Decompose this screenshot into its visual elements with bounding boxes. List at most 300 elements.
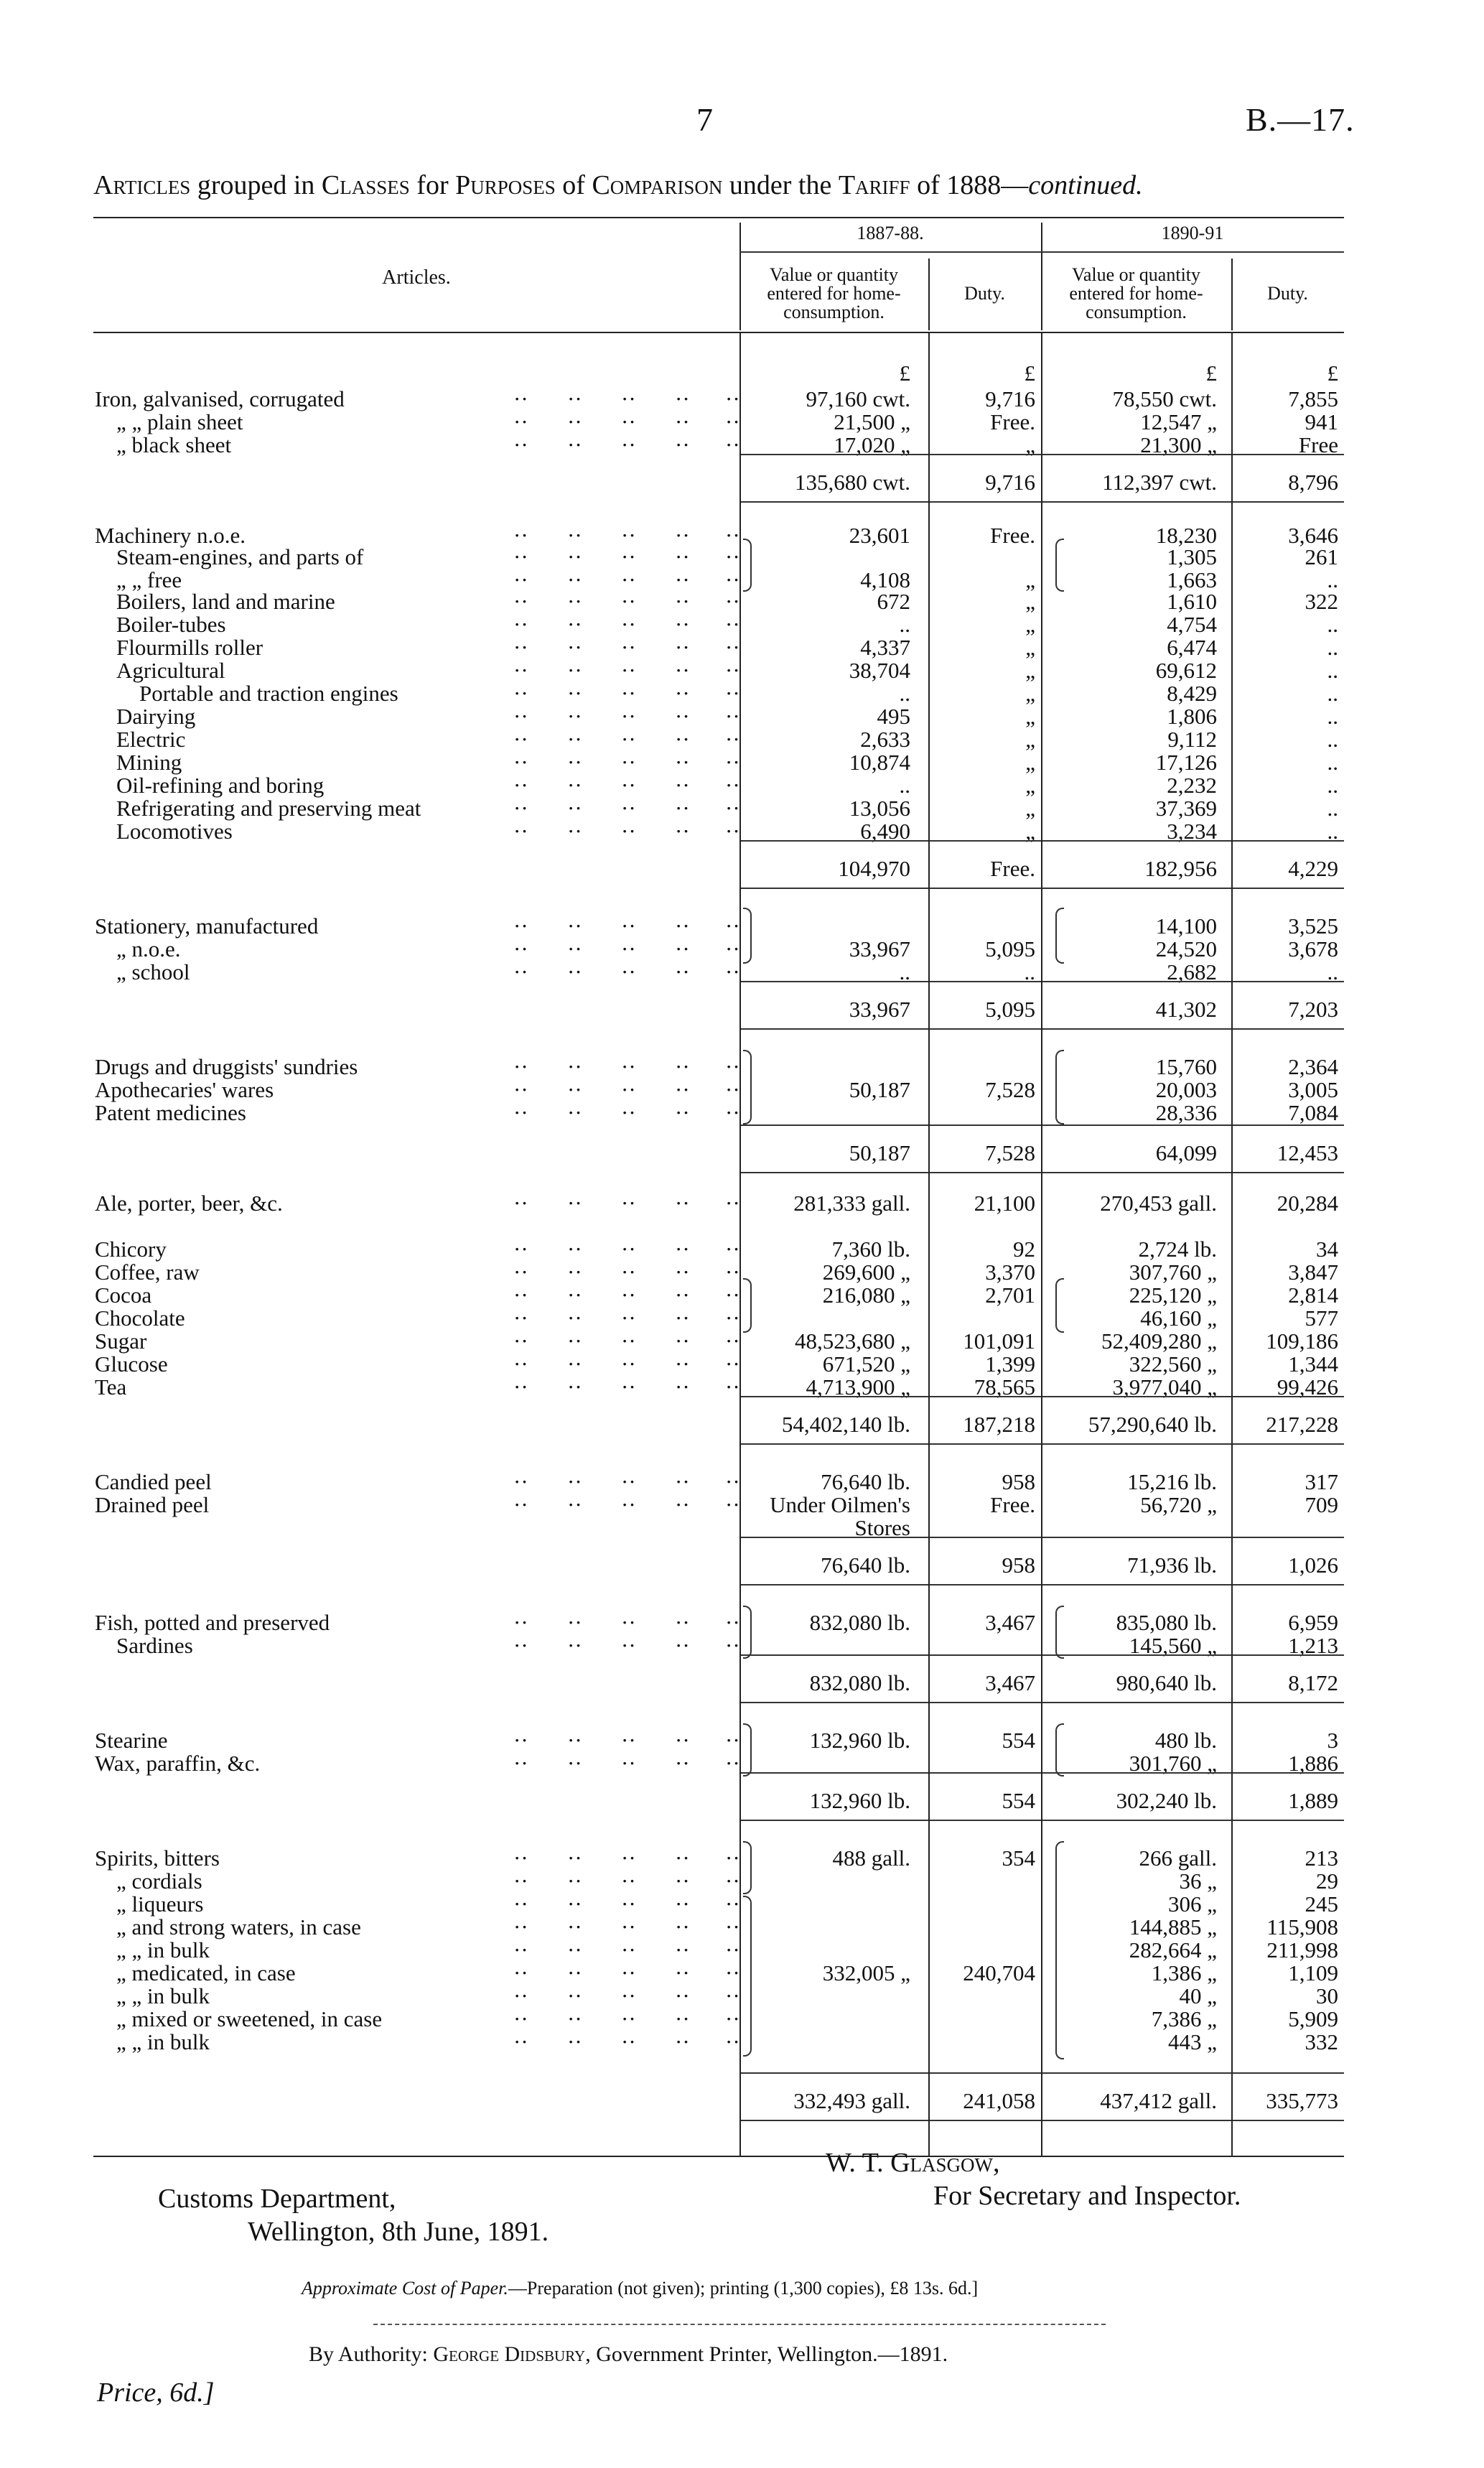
leader-dot: ·· bbox=[675, 1610, 690, 1635]
leader-dot: ·· bbox=[567, 727, 582, 752]
value-cell-c4: 1,886 bbox=[1288, 1751, 1338, 1776]
article-label: „ liqueurs bbox=[116, 1891, 204, 1917]
value-cell-c2: 241,058 bbox=[963, 2088, 1035, 2113]
article-label: Agricultural bbox=[116, 658, 225, 683]
value-cell-c2: „ bbox=[1025, 589, 1035, 614]
leader-dot: ·· bbox=[675, 1237, 690, 1262]
value-cell-c1: 23,601 bbox=[849, 523, 910, 548]
leader-dot: ·· bbox=[725, 544, 740, 569]
leader-dot: ·· bbox=[513, 1282, 528, 1308]
leader-dot: ·· bbox=[725, 1077, 740, 1102]
value-cell-c1: .. bbox=[899, 681, 910, 706]
leader-dot: ·· bbox=[621, 1914, 636, 1940]
page-number: 7 bbox=[696, 101, 713, 138]
leader-dot: ·· bbox=[567, 1845, 582, 1871]
value-cell-c4: 217,228 bbox=[1266, 1412, 1338, 1437]
value-cell-c4: 3,005 bbox=[1288, 1077, 1338, 1102]
value-cell-c3: 2,724 lb. bbox=[1138, 1237, 1217, 1262]
value-cell-c4: .. bbox=[1327, 704, 1338, 729]
value-cell-c4: .. bbox=[1327, 681, 1338, 706]
leader-dot: ·· bbox=[567, 1469, 582, 1494]
value-cell-c1: 6,490 bbox=[860, 819, 910, 844]
value-cell-c3: 21,300 „ bbox=[1140, 432, 1217, 457]
leader-dot: ·· bbox=[513, 727, 528, 752]
leader-dot: ·· bbox=[725, 1237, 740, 1262]
article-label: Candied peel bbox=[95, 1469, 212, 1494]
leader-dot: ·· bbox=[621, 635, 636, 660]
article-label: Ale, porter, beer, &c. bbox=[95, 1191, 283, 1216]
article-label: Chicory bbox=[95, 1237, 167, 1262]
leader-dot: ·· bbox=[621, 959, 636, 984]
leader-dot: ·· bbox=[725, 1914, 740, 1940]
leader-dot: ·· bbox=[567, 913, 582, 939]
value-cell-c3: 1,305 bbox=[1167, 544, 1217, 569]
article-label: Sardines bbox=[116, 1633, 193, 1658]
leader-dot: ·· bbox=[567, 704, 582, 729]
leader-dot: ·· bbox=[621, 1610, 636, 1635]
value-cell-c3: 69,612 bbox=[1155, 658, 1217, 683]
leader-dot: ·· bbox=[675, 432, 690, 457]
value-cell-c3: 6,474 bbox=[1167, 635, 1217, 660]
value-cell-c4: 213 bbox=[1305, 1845, 1338, 1871]
leader-dot: ·· bbox=[621, 432, 636, 457]
value-cell-c4: 4,229 bbox=[1288, 856, 1338, 881]
value-cell-c4: 2,814 bbox=[1288, 1282, 1338, 1308]
leader-dot: ·· bbox=[725, 1868, 740, 1894]
leader-dot: ·· bbox=[621, 913, 636, 939]
leader-dot: ·· bbox=[567, 1633, 582, 1658]
value-cell-c4: 261 bbox=[1305, 544, 1338, 569]
value-cell-c4: .. bbox=[1327, 612, 1338, 637]
value-cell-c3: 15,216 lb. bbox=[1127, 1469, 1217, 1494]
cost-label: Approximate Cost of Paper. bbox=[302, 2278, 508, 2299]
value-cell-c4: 7,203 bbox=[1288, 997, 1338, 1022]
leader-dot: ·· bbox=[725, 1492, 740, 1517]
leader-dot: ·· bbox=[675, 796, 690, 821]
article-label: Wax, paraffin, &c. bbox=[95, 1751, 261, 1776]
value-cell-c2: Free. bbox=[990, 856, 1035, 881]
bracket bbox=[1055, 1278, 1064, 1333]
leader-dot: ·· bbox=[675, 773, 690, 798]
value-cell-c1: 4,108 bbox=[860, 567, 910, 592]
value-cell-c1: 132,960 lb. bbox=[809, 1788, 910, 1813]
leader-dot: ·· bbox=[725, 589, 740, 614]
title-articles: Articles bbox=[93, 170, 191, 200]
leader-dot: ·· bbox=[513, 544, 528, 569]
leader-dot: ·· bbox=[621, 1937, 636, 1962]
value-cell-c1: 135,680 cwt. bbox=[794, 470, 910, 495]
header-bottom-rule bbox=[93, 332, 1344, 333]
authority-prefix: By Authority: bbox=[309, 2342, 434, 2366]
bracket bbox=[743, 1050, 752, 1124]
value-cell-c1: .. bbox=[899, 612, 910, 637]
value-cell-c1: 38,704 bbox=[849, 658, 910, 683]
value-cell-c4: 941 bbox=[1305, 409, 1338, 434]
leader-dot: ·· bbox=[567, 936, 582, 961]
value-cell-c1: 17,020 „ bbox=[834, 432, 910, 457]
leader-dot: ·· bbox=[675, 1469, 690, 1494]
article-label: Boilers, land and marine bbox=[116, 589, 335, 614]
value-cell-c3: 270,453 gall. bbox=[1100, 1191, 1217, 1216]
leader-dot: ·· bbox=[567, 1191, 582, 1216]
bracket bbox=[1055, 539, 1064, 592]
value-cell-c2: 7,528 bbox=[985, 1140, 1035, 1165]
value-cell-c1: Stores bbox=[854, 1515, 910, 1540]
value-cell-c2: „ bbox=[1025, 681, 1035, 706]
value-cell-c2: „ bbox=[1025, 819, 1035, 844]
article-label: Oil-refining and boring bbox=[116, 773, 325, 798]
value-cell-c4: 1,213 bbox=[1288, 1633, 1338, 1658]
leader-dot: ·· bbox=[725, 773, 740, 798]
article-label: Flourmills roller bbox=[116, 635, 263, 660]
leader-dot: ·· bbox=[725, 386, 740, 411]
value-cell-c2: „ bbox=[1025, 796, 1035, 821]
value-cell-c4: 3,525 bbox=[1288, 913, 1338, 939]
leader-dot: ·· bbox=[567, 1914, 582, 1940]
leader-dot: ·· bbox=[675, 567, 690, 592]
article-label: „ cordials bbox=[116, 1868, 202, 1894]
leader-dot: ·· bbox=[621, 1845, 636, 1871]
value-cell-c4: 7,084 bbox=[1288, 1100, 1338, 1125]
article-label: „ school bbox=[116, 959, 190, 984]
leader-dot: ·· bbox=[567, 523, 582, 548]
article-label: Locomotives bbox=[116, 819, 233, 844]
leader-dot: ·· bbox=[567, 1891, 582, 1917]
leader-dot: ·· bbox=[513, 819, 528, 844]
value-cell-c2: „ bbox=[1025, 750, 1035, 775]
value-cell-c3: 71,936 lb. bbox=[1127, 1552, 1217, 1578]
bracket bbox=[1055, 908, 1064, 964]
leader-dot: ·· bbox=[513, 386, 528, 411]
leader-dot: ·· bbox=[621, 1191, 636, 1216]
leader-dot: ·· bbox=[513, 1937, 528, 1962]
leader-dot: ·· bbox=[725, 1282, 740, 1308]
title-continued: continued. bbox=[1028, 170, 1143, 200]
value-cell-c2: 101,091 bbox=[963, 1328, 1035, 1354]
value-cell-c3: £ bbox=[1205, 360, 1217, 386]
leader-dot: ·· bbox=[621, 681, 636, 706]
value-header bbox=[739, 266, 928, 322]
leader-dot: ·· bbox=[675, 658, 690, 683]
value-cell-c2: 958 bbox=[1002, 1552, 1035, 1578]
leader-dot: ·· bbox=[725, 1751, 740, 1776]
leader-dot: ·· bbox=[621, 1983, 636, 2008]
leader-dot: ·· bbox=[567, 1492, 582, 1517]
leader-dot: ·· bbox=[513, 1610, 528, 1635]
leader-dot: ·· bbox=[567, 959, 582, 984]
value-cell-c2: 1,399 bbox=[985, 1351, 1035, 1377]
leader-dot: ·· bbox=[621, 819, 636, 844]
leader-dot: ·· bbox=[513, 1983, 528, 2008]
leader-dot: ·· bbox=[621, 936, 636, 961]
value-cell-c1: 4,713,900 „ bbox=[806, 1374, 910, 1400]
leader-dot: ·· bbox=[513, 2029, 528, 2054]
value-cell-c1: Under Oilmen's bbox=[770, 1492, 910, 1517]
article-label: Portable and traction engines bbox=[139, 681, 398, 706]
leader-dot: ·· bbox=[725, 1054, 740, 1079]
leader-dot: ·· bbox=[513, 612, 528, 637]
value-cell-c1: .. bbox=[899, 959, 910, 984]
leader-dot: ·· bbox=[567, 1610, 582, 1635]
leader-dot: ·· bbox=[513, 589, 528, 614]
signature-role: For Secretary and Inspector. bbox=[933, 2181, 1241, 2211]
value-cell-c4: £ bbox=[1327, 360, 1338, 386]
value-cell-c3: 1,806 bbox=[1167, 704, 1217, 729]
leader-dot: ·· bbox=[675, 1492, 690, 1517]
value-cell-c4: 34 bbox=[1316, 1237, 1338, 1262]
leader-dot: ·· bbox=[725, 1891, 740, 1917]
leader-dot: ·· bbox=[675, 1191, 690, 1216]
article-label: „ „ free bbox=[116, 567, 182, 592]
leader-dot: ·· bbox=[567, 544, 582, 569]
value-cell-c4: 115,908 bbox=[1266, 1914, 1338, 1940]
leader-dot: ·· bbox=[513, 1054, 528, 1079]
value-cell-c3: 1,663 bbox=[1167, 567, 1217, 592]
value-cell-c2: Free. bbox=[990, 409, 1035, 434]
leader-dot: ·· bbox=[621, 1054, 636, 1079]
value-cell-c2: 21,100 bbox=[974, 1191, 1035, 1216]
value-cell-c3: 18,230 bbox=[1155, 523, 1217, 548]
article-label: „ n.o.e. bbox=[116, 936, 181, 961]
leader-dot: ·· bbox=[675, 1937, 690, 1962]
title-part: of 1888— bbox=[910, 170, 1029, 200]
value-cell-c2: .. bbox=[1024, 959, 1035, 984]
article-label: „ mixed or sweetened, in case bbox=[116, 2006, 383, 2031]
article-label: Iron, galvanised, corrugated bbox=[95, 386, 345, 411]
value-cell-c1: 672 bbox=[877, 589, 910, 614]
value-cell-c2: 354 bbox=[1002, 1845, 1035, 1871]
bracket bbox=[1055, 1723, 1064, 1777]
leader-dot: ·· bbox=[621, 1282, 636, 1308]
value-cell-c4: 3,646 bbox=[1288, 523, 1338, 548]
article-label: Sugar bbox=[95, 1328, 147, 1354]
title-classes: Classes bbox=[321, 170, 410, 200]
leader-dot: ·· bbox=[725, 704, 740, 729]
value-cell-c3: 24,520 bbox=[1155, 936, 1217, 961]
value-cell-c1: 21,500 „ bbox=[834, 409, 910, 434]
leader-dot: ·· bbox=[567, 1937, 582, 1962]
leader-dot: ·· bbox=[567, 1237, 582, 1262]
article-label: Tea bbox=[95, 1374, 127, 1400]
leader-dot: ·· bbox=[567, 1751, 582, 1776]
value-cell-c1: 832,080 lb. bbox=[809, 1670, 910, 1695]
article-label: Chocolate bbox=[95, 1305, 185, 1331]
title-part: grouped in bbox=[190, 170, 322, 200]
value-cell-c4: 99,426 bbox=[1277, 1374, 1338, 1400]
leader-dot: ·· bbox=[725, 1259, 740, 1285]
leader-dot: ·· bbox=[567, 2006, 582, 2031]
leader-dot: ·· bbox=[567, 1351, 582, 1377]
value-cell-c3: 52,409,280 „ bbox=[1101, 1328, 1217, 1354]
value-cell-c4: .. bbox=[1327, 658, 1338, 683]
value-cell-c4: 1,344 bbox=[1288, 1351, 1338, 1377]
value-cell-c4: .. bbox=[1327, 796, 1338, 821]
leader-dot: ·· bbox=[675, 523, 690, 548]
value-cell-c3: 1,386 „ bbox=[1151, 1960, 1217, 1985]
value-cell-c3: 41,302 bbox=[1155, 997, 1217, 1022]
leader-dot: ·· bbox=[675, 1100, 690, 1125]
leader-dot: ·· bbox=[725, 567, 740, 592]
value-cell-c3: 20,003 bbox=[1155, 1077, 1217, 1102]
value-cell-c2: „ bbox=[1025, 727, 1035, 752]
title-comparison: Comparison bbox=[592, 170, 723, 200]
value-cell-c3: 112,397 cwt. bbox=[1102, 470, 1217, 495]
article-label: „ „ in bulk bbox=[116, 1937, 210, 1962]
leader-dot: ·· bbox=[513, 913, 528, 939]
leader-dot: ·· bbox=[567, 1983, 582, 2008]
value-cell-c4: 709 bbox=[1305, 1492, 1338, 1517]
leader-dot: ·· bbox=[567, 1100, 582, 1125]
value-cell-c4: 332 bbox=[1305, 2029, 1338, 2054]
value-cell-c3: 8,429 bbox=[1167, 681, 1217, 706]
leader-dot: ·· bbox=[725, 432, 740, 457]
value-cell-c2: 78,565 bbox=[974, 1374, 1035, 1400]
value-cell-c2: Free. bbox=[990, 1492, 1035, 1517]
value-cell-c3: 3,234 bbox=[1167, 819, 1217, 844]
value-cell-c2: „ bbox=[1025, 773, 1035, 798]
leader-dot: ·· bbox=[513, 1100, 528, 1125]
leader-dot: ·· bbox=[675, 1751, 690, 1776]
leader-dot: ·· bbox=[621, 2006, 636, 2031]
leader-dot: ·· bbox=[513, 432, 528, 457]
leader-dot: ·· bbox=[725, 1191, 740, 1216]
leader-dot: ·· bbox=[567, 796, 582, 821]
leader-dot: ·· bbox=[513, 1492, 528, 1517]
leader-dot: ·· bbox=[621, 567, 636, 592]
value-cell-c1: 97,160 cwt. bbox=[806, 386, 910, 411]
table-bottom-rule bbox=[93, 2156, 1344, 2157]
leader-dot: ·· bbox=[513, 1305, 528, 1331]
value-cell-c3: 182,956 bbox=[1144, 856, 1217, 881]
leader-dot: ·· bbox=[725, 796, 740, 821]
leader-dot: ·· bbox=[675, 1914, 690, 1940]
leader-dot: ·· bbox=[675, 727, 690, 752]
leader-dot: ·· bbox=[567, 658, 582, 683]
footer-rule bbox=[373, 2324, 1106, 2325]
leader-dot: ·· bbox=[675, 1633, 690, 1658]
articles-header: Articles. bbox=[382, 266, 451, 289]
value-cell-c4: Free bbox=[1298, 432, 1338, 457]
leader-dot: ·· bbox=[621, 727, 636, 752]
leader-dot: ·· bbox=[725, 819, 740, 844]
leader-dot: ·· bbox=[513, 773, 528, 798]
value-cell-c2: 92 bbox=[1013, 1237, 1035, 1262]
leader-dot: ·· bbox=[675, 1282, 690, 1308]
value-cell-c2: 3,467 bbox=[985, 1610, 1035, 1635]
value-cell-c2: £ bbox=[1024, 360, 1035, 386]
value-cell-c4: .. bbox=[1327, 819, 1338, 844]
value-cell-c1: 495 bbox=[877, 704, 910, 729]
value-cell-c3: 266 gall. bbox=[1139, 1845, 1217, 1871]
value-cell-c3: 64,099 bbox=[1155, 1140, 1217, 1165]
leader-dot: ·· bbox=[513, 567, 528, 592]
leader-dot: ·· bbox=[621, 1328, 636, 1354]
document-reference: B.—17. bbox=[1246, 101, 1355, 138]
leader-dot: ·· bbox=[567, 1328, 582, 1354]
value-cell-c3: 307,760 „ bbox=[1129, 1259, 1217, 1285]
value-header bbox=[1041, 266, 1231, 322]
article-label: Electric bbox=[116, 727, 186, 752]
value-cell-c2: 7,528 bbox=[985, 1077, 1035, 1102]
value-cell-c3: 36 „ bbox=[1179, 1868, 1217, 1894]
article-label: „ black sheet bbox=[116, 432, 232, 457]
signature bbox=[826, 2147, 1000, 2179]
bracket bbox=[743, 1896, 752, 2057]
leader-dot: ·· bbox=[725, 936, 740, 961]
article-label: Drained peel bbox=[95, 1492, 210, 1517]
leader-dot: ·· bbox=[567, 1077, 582, 1102]
leader-dot: ·· bbox=[513, 750, 528, 775]
leader-dot: ·· bbox=[725, 2006, 740, 2031]
year1-header: 1887-88. bbox=[857, 223, 924, 243]
value-cell-c4: 6,959 bbox=[1288, 1610, 1338, 1635]
value-cell-c4: 3 bbox=[1327, 1728, 1338, 1753]
year2-header: 1890-91 bbox=[1161, 223, 1224, 243]
leader-dot: ·· bbox=[675, 1077, 690, 1102]
article-label: Fish, potted and preserved bbox=[95, 1610, 330, 1635]
leader-dot: ·· bbox=[621, 2029, 636, 2054]
leader-dot: ·· bbox=[513, 1237, 528, 1262]
value-cell-c3: 980,640 lb. bbox=[1116, 1670, 1217, 1695]
col-divider bbox=[739, 332, 741, 2156]
value-cell-c2: 9,716 bbox=[985, 386, 1035, 411]
value-cell-c1: 332,493 gall. bbox=[793, 2088, 910, 2113]
leader-dot: ·· bbox=[567, 1305, 582, 1331]
value-cell-c1: 10,874 bbox=[849, 750, 910, 775]
leader-dot: ·· bbox=[675, 1054, 690, 1079]
department: Customs Department, bbox=[158, 2184, 396, 2214]
leader-dot: ·· bbox=[567, 681, 582, 706]
price: Price, 6d.] bbox=[97, 2378, 215, 2408]
leader-dot: ·· bbox=[725, 409, 740, 434]
value-cell-c1: 54,402,140 lb. bbox=[781, 1412, 910, 1437]
bracket bbox=[1055, 1050, 1064, 1124]
article-label: Steam-engines, and parts of bbox=[116, 544, 364, 569]
leader-dot: ·· bbox=[513, 1891, 528, 1917]
value-cell-c3: 15,760 bbox=[1155, 1054, 1217, 1079]
value-cell-c4: 1,109 bbox=[1288, 1960, 1338, 1985]
leader-dot: ·· bbox=[725, 1845, 740, 1871]
leader-dot: ·· bbox=[725, 1469, 740, 1494]
leader-dot: ·· bbox=[567, 612, 582, 637]
leader-dot: ·· bbox=[621, 1237, 636, 1262]
leader-dot: ·· bbox=[725, 1610, 740, 1635]
leader-dot: ·· bbox=[621, 523, 636, 548]
value-cell-c3: 225,120 „ bbox=[1129, 1282, 1217, 1308]
value-cell-c4: .. bbox=[1327, 773, 1338, 798]
value-cell-c3: 40 „ bbox=[1179, 1983, 1217, 2008]
leader-dot: ·· bbox=[621, 1751, 636, 1776]
article-label: Dairying bbox=[116, 704, 196, 729]
value-cell-c1: 216,080 „ bbox=[822, 1282, 910, 1308]
value-cell-c2: 554 bbox=[1002, 1728, 1035, 1753]
value-cell-c2: „ bbox=[1025, 432, 1035, 457]
leader-dot: ·· bbox=[567, 750, 582, 775]
value-header-line: consumption. bbox=[783, 302, 885, 322]
leader-dot: ·· bbox=[513, 1328, 528, 1354]
leader-dot: ·· bbox=[675, 1891, 690, 1917]
leader-dot: ·· bbox=[567, 409, 582, 434]
value-cell-c3: 301,760 „ bbox=[1129, 1751, 1217, 1776]
value-cell-c1: 671,520 „ bbox=[822, 1351, 910, 1377]
leader-dot: ·· bbox=[567, 432, 582, 457]
value-header-line: Value or quantity bbox=[1071, 264, 1201, 285]
leader-dot: ·· bbox=[621, 386, 636, 411]
value-cell-c4: 1,889 bbox=[1288, 1788, 1338, 1813]
leader-dot: ·· bbox=[675, 1328, 690, 1354]
value-cell-c3: 7,386 „ bbox=[1151, 2006, 1217, 2031]
leader-dot: ·· bbox=[675, 1728, 690, 1753]
